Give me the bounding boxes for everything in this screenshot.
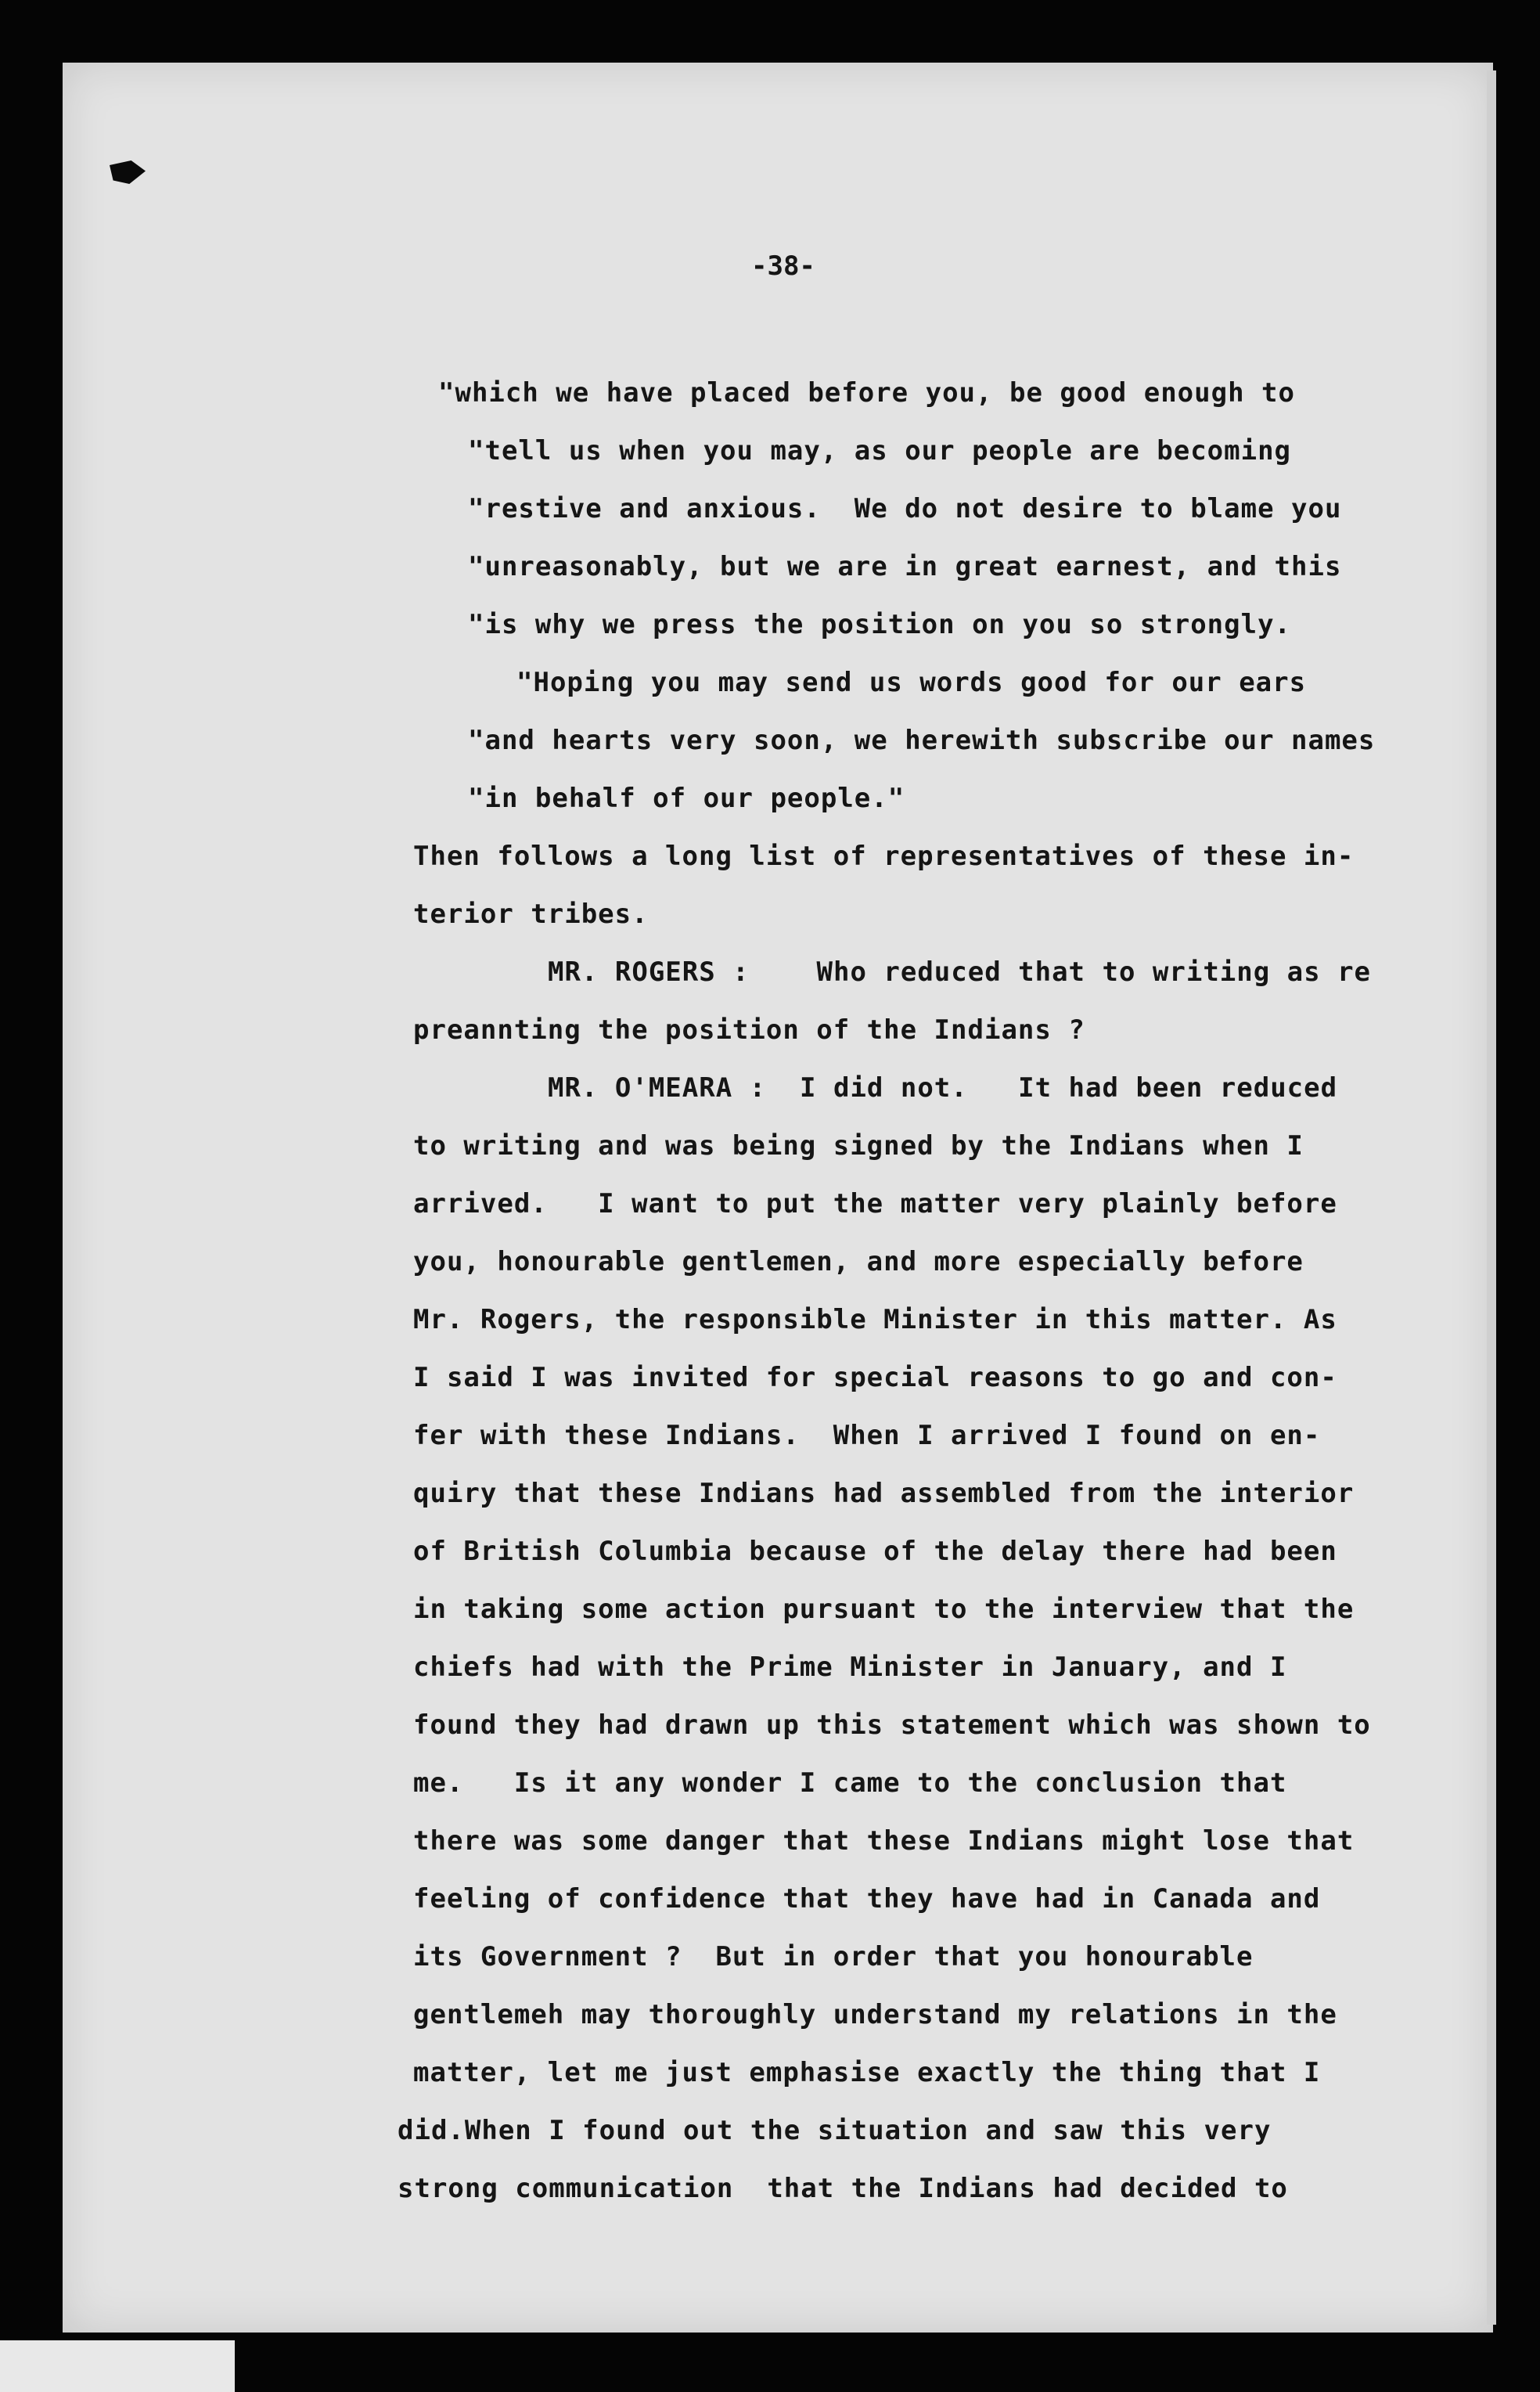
text-line: quiry that these Indians had assembled from the interior xyxy=(413,1478,1355,1509)
text-line: "tell us when you may, as our people are becoming xyxy=(468,435,1292,467)
text-line: "and hearts very soon, we herewith subscribe our names xyxy=(468,725,1376,756)
text-line: did.When I found out the situation and saw this very xyxy=(398,2115,1272,2146)
text-line: fer with these Indians. When I arrived I found on en- xyxy=(413,1420,1321,1451)
text-line: "unreasonably, but we are in great earnest, and this xyxy=(468,551,1342,582)
text-line: to writing and was being signed by the Indians when I xyxy=(413,1130,1304,1162)
page-edge xyxy=(1487,70,1496,2325)
text-line: arrived. I want to put the matter very plainly before xyxy=(413,1188,1337,1219)
text-line: "is why we press the position on you so strongly. xyxy=(468,609,1292,640)
text-line: feeling of confidence that they have had in Canada and xyxy=(413,1883,1321,1915)
text-line: I said I was invited for special reasons to go and con- xyxy=(413,1362,1337,1393)
paper-scrap xyxy=(0,2340,235,2392)
text-line: me. Is it any wonder I came to the conclusion that xyxy=(413,1767,1287,1799)
text-line: its Government ? But in order that you honourable xyxy=(413,1941,1254,1972)
text-line: there was some danger that these Indians might lose that xyxy=(413,1825,1355,1857)
text-line: Then follows a long list of representatives of these in- xyxy=(413,841,1355,872)
text-line: MR. O'MEARA : I did not. It had been reduced xyxy=(548,1072,1338,1104)
text-line: you, honourable gentlemen, and more especially before xyxy=(413,1246,1304,1277)
text-line: terior tribes. xyxy=(413,899,649,930)
text-line: Mr. Rogers, the responsible Minister in this matter. As xyxy=(413,1304,1337,1335)
text-line: found they had drawn up this statement which was shown to xyxy=(413,1709,1371,1741)
text-line: "restive and anxious. We do not desire to blame you xyxy=(468,493,1342,524)
text-line: in taking some action pursuant to the interview that the xyxy=(413,1594,1355,1625)
text-line: MR. ROGERS : Who reduced that to writing as re xyxy=(548,956,1372,988)
text-line: "in behalf of our people." xyxy=(468,783,905,814)
text-line: strong communication that the Indians had decided to xyxy=(398,2173,1288,2204)
text-line: matter, let me just emphasise exactly the thing that I xyxy=(413,2057,1321,2088)
text-line: gentlemeh may thoroughly understand my relations in the xyxy=(413,1999,1337,2030)
text-line: preannting the position of the Indians ? xyxy=(413,1014,1085,1046)
page-number: -38- xyxy=(751,250,815,282)
text-line: chiefs had with the Prime Minister in January, and I xyxy=(413,1652,1287,1683)
text-line: of British Columbia because of the delay there had been xyxy=(413,1536,1337,1567)
text-line: "Hoping you may send us words good for our ears xyxy=(516,667,1307,698)
text-line: "which we have placed before you, be good enough to xyxy=(438,377,1295,409)
